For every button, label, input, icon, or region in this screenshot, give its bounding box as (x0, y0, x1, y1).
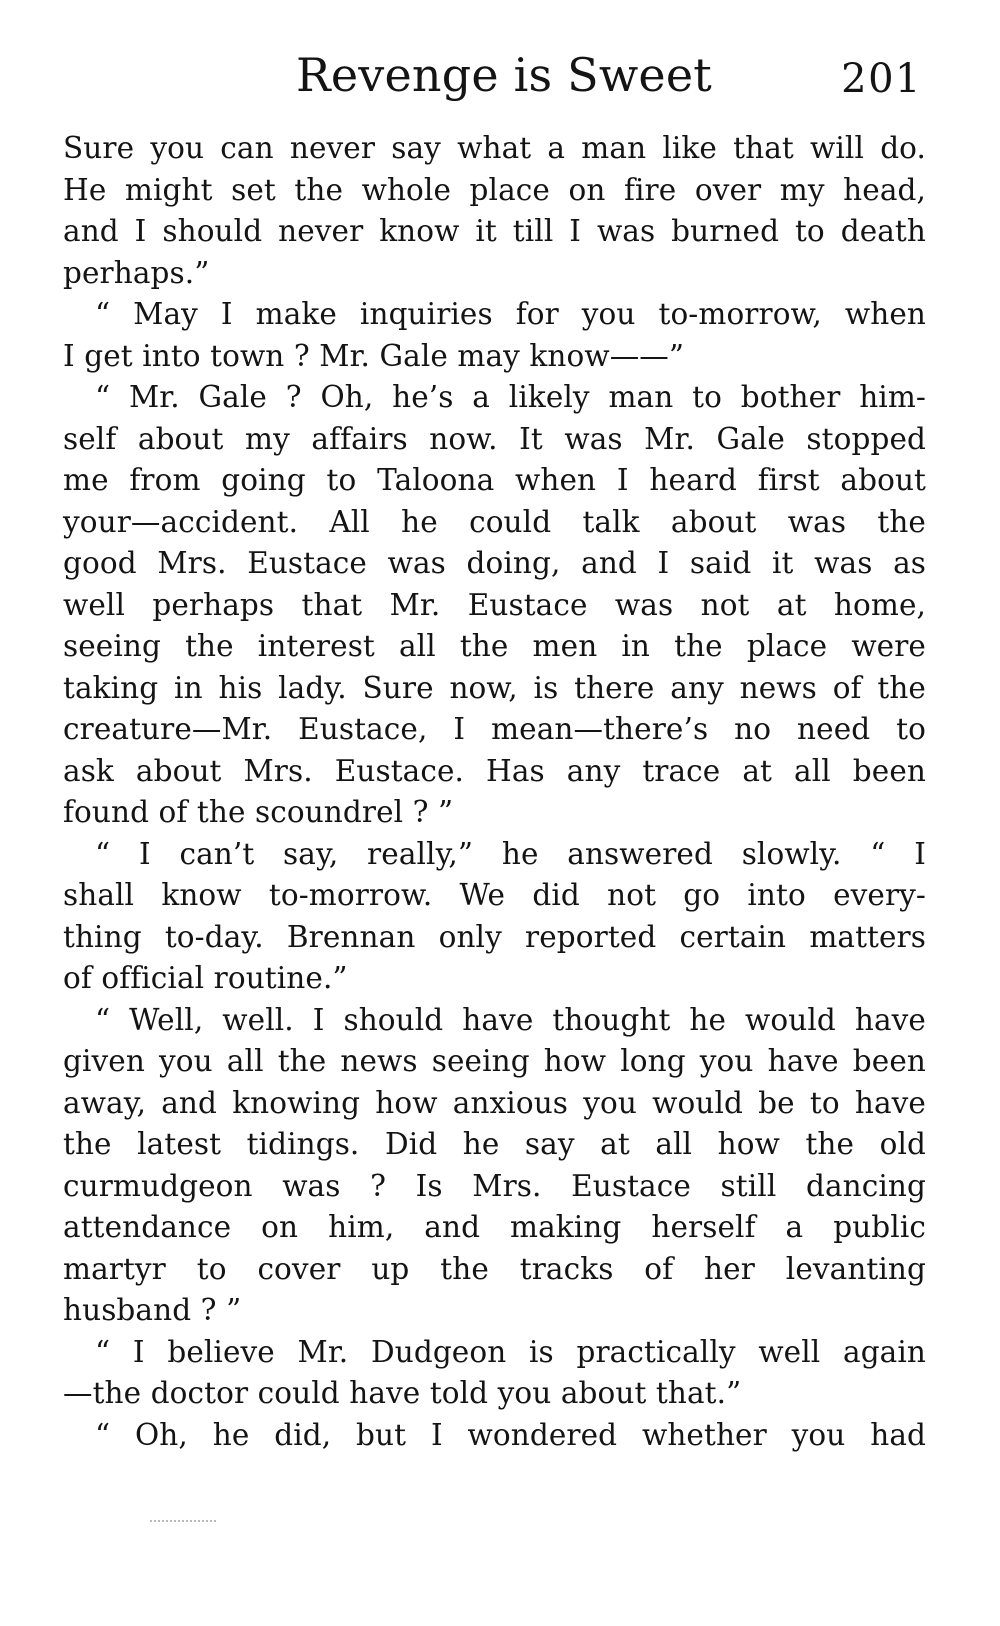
text-line: seeing the interest all the men in the place were (63, 629, 926, 663)
text-line: “ Mr. Gale ? Oh, he’s a likely man to bother him- (95, 380, 926, 414)
text-line: shall know to-morrow. We did not go into every- (63, 878, 926, 912)
text-line: given you all the news seeing how long you have been (63, 1044, 926, 1078)
text-line: thing to-day. Brennan only reported certain matters (63, 919, 926, 954)
text-line: away, and knowing how anxious you would be to have (63, 1085, 926, 1120)
text-line: taking in his lady. Sure now, is there any news of the (63, 670, 926, 705)
text-line: —the doctor could have told you about that.” (63, 1376, 742, 1410)
running-head (0, 40, 1000, 110)
print-smudge (150, 1520, 216, 1524)
text-line: found of the scoundrel ? ” (63, 795, 454, 829)
page-number: 201 (841, 56, 922, 102)
text-line: creature—Mr. Eustace, I mean—there’s no need to (63, 712, 926, 746)
text-line: Sure you can never say what a man like that will do. (63, 131, 926, 165)
text-line: your—accident. All he could talk about was the (63, 504, 926, 539)
text-line: the latest tidings. Did he say at all how the old (63, 1127, 926, 1161)
text-line: “ May I make inquiries for you to-morrow, when (95, 297, 926, 331)
text-line: of official routine.” (63, 961, 348, 995)
running-title: Revenge is Sweet (296, 48, 712, 102)
text-line: “ I can’t say, really,” he answered slowly. “ I (95, 836, 926, 871)
text-line: “ Oh, he did, but I wondered whether you had (95, 1417, 926, 1452)
text-line: husband ? ” (63, 1293, 242, 1327)
text-line: “ Well, well. I should have thought he would have (95, 1002, 926, 1037)
text-line: self about my affairs now. It was Mr. Gale stopped (63, 421, 926, 456)
text-line: martyr to cover up the tracks of her levanting (63, 1251, 926, 1286)
body-text (63, 128, 926, 1456)
text-line: curmudgeon was ? Is Mrs. Eustace still dancing (63, 1168, 926, 1203)
text-line: He might set the whole place on fire over my head, (63, 172, 926, 207)
text-line: good Mrs. Eustace was doing, and I said it was as (63, 546, 926, 580)
text-line: and I should never know it till I was burned to death (63, 214, 926, 248)
text-line: attendance on him, and making herself a public (63, 1210, 926, 1244)
text-line: perhaps.” (63, 255, 210, 290)
text-line: I get into town ? Mr. Gale may know——” (63, 338, 685, 373)
text-line: well perhaps that Mr. Eustace was not at home, (63, 587, 926, 622)
text-line: “ I believe Mr. Dudgeon is practically well again (95, 1334, 926, 1369)
text-line: ask about Mrs. Eustace. Has any trace at all been (63, 753, 926, 788)
text-line: me from going to Taloona when I heard first about (63, 463, 926, 497)
